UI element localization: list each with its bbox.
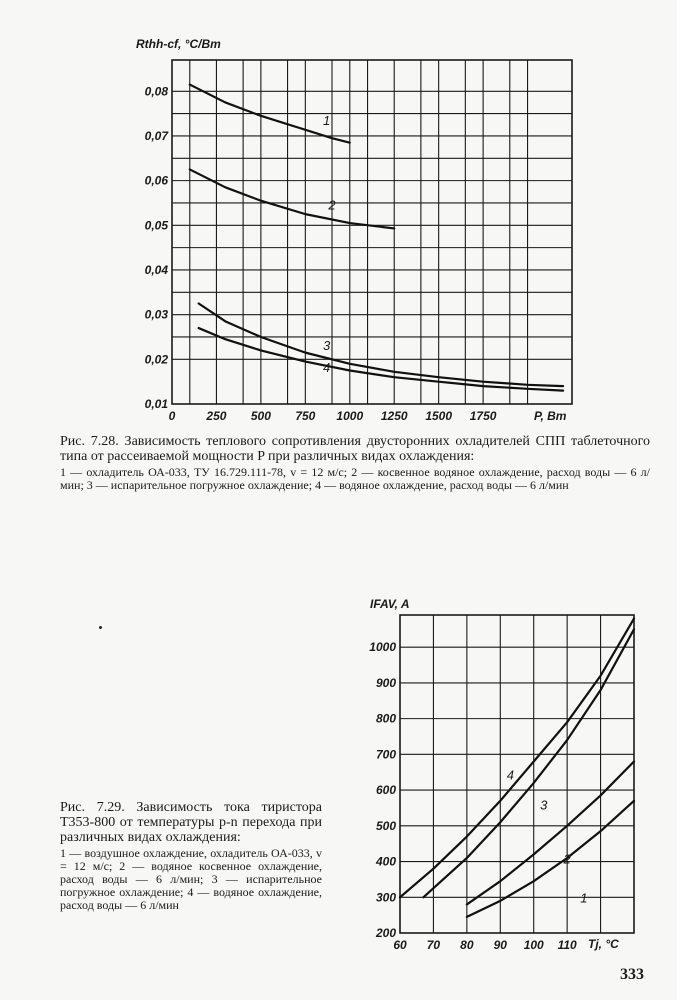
chart1-y-axis-label: Rthh-cf, °C/Вт [136,37,221,51]
figure-7-29-caption [60,800,322,912]
chart1-y-tick-label: 0,04 [144,262,168,277]
chart1-x-tick-label: 250 [206,409,227,423]
chart2-x-tick-label: 110 [557,938,577,952]
chart2-y-tick-label: 900 [375,675,396,690]
chart2-y-tick-label: 500 [375,818,396,833]
chart2-x-tick-label: 80 [460,938,474,952]
chart1-y-tick-label: 0,07 [144,128,168,143]
chart2-series-2-label: 2 [563,851,571,867]
chart2-series-4-label: 4 [506,767,514,783]
chart1-y-tick-label: 0,06 [144,173,168,188]
chart1-series-3-line [199,303,563,386]
chart1-x-axis-label: P, Вт [534,409,567,423]
chart1-series-1-label: 1 [323,112,331,128]
chart1-x-tick-label: 750 [295,409,316,423]
chart1-series-2-label: 2 [328,197,336,213]
chart1-series-4-label: 4 [323,359,331,375]
chart2-x-tick-label: 70 [426,938,441,952]
chart2-y-tick-label: 400 [375,854,396,869]
stray-dot [99,626,102,629]
chart1-y-tick-label: 0,02 [144,352,168,367]
chart1-frame [172,60,572,404]
chart2-x-tick-label: 100 [523,938,544,952]
chart2-y-tick-label: 1000 [369,640,396,655]
chart1-y-tick-label: 0,03 [144,307,168,322]
chart1-series-2-line [190,169,394,228]
chart1-x-tick-label: 500 [250,409,271,423]
chart2-y-tick-label: 200 [375,926,396,940]
chart1-series-3-label: 3 [323,337,331,353]
figure-7-28-caption-title: Рис. 7.28. Зависимость теплового сопротивления двусторонних охладителей СПП таблеточного типа от рассеиваемой мощности P при различных видах охлаждения: [60,434,650,464]
chart2-series-4-line [400,619,634,898]
chart2-y-tick-label: 300 [375,890,396,905]
chart2-series-3-label: 3 [540,797,548,813]
chart1-x-tick-label: 1500 [425,409,453,423]
chart1-y-tick-label: 0,05 [144,218,168,233]
chart2-lines [400,619,634,917]
chart2-y-tick-label: 700 [375,747,396,762]
figure-7-29-caption-notes: 1 — воздушное охлаждение, охладитель ОА-033, v = 12 м/с; 2 — водяное косвенное охлаждение, расход воды — 6 л/мин; 3 — испарительное погружное охлаждение; 4 — водяное охлаждение, расход воды — 6 л/мин [60,846,322,912]
chart1-x-tick-label: 1250 [380,409,408,423]
chart2-x-axis-label: Tj, °C [588,937,619,951]
chart2-x-tick-label: 90 [493,938,507,952]
chart2-y-tick-label: 800 [375,711,396,726]
figure-7-28-caption [60,434,650,492]
chart1-grid [172,60,572,404]
chart1-lines [190,85,563,391]
chart2-x-tick-label: 60 [393,938,407,952]
figure-7-29-caption-title: Рис. 7.29. Зависимость тока тиристора Т353-800 от температуры p-n перехода при различных видах охлаждения: [60,800,322,845]
chart1-x-tick-label: 1750 [469,409,497,423]
chart2-series-1-label: 1 [580,890,588,906]
chart1-x-tick-label: 0 [168,409,176,423]
chart2-series-1-line [467,801,634,917]
page-number: 333 [620,966,644,983]
chart1-x-tick-label: 1000 [336,409,364,423]
chart1-y-tick-label: 0,01 [144,397,168,411]
chart1-y-tick-label: 0,08 [144,84,168,99]
chart2-series-2-line [467,761,634,904]
chart2-y-axis-label: IFAV, A [370,597,410,611]
figure-7-28-caption-notes: 1 — охладитель ОА-033, ТУ 16.729.111-78, v = 12 м/с; 2 — косвенное водяное охлаждение, расход воды — 6 л/мин; 3 — испарительное погружное охлаждение; 4 — водяное охлаждение, расход воды — 6 л/мин [60,465,650,492]
chart2-y-tick-label: 600 [375,783,396,798]
